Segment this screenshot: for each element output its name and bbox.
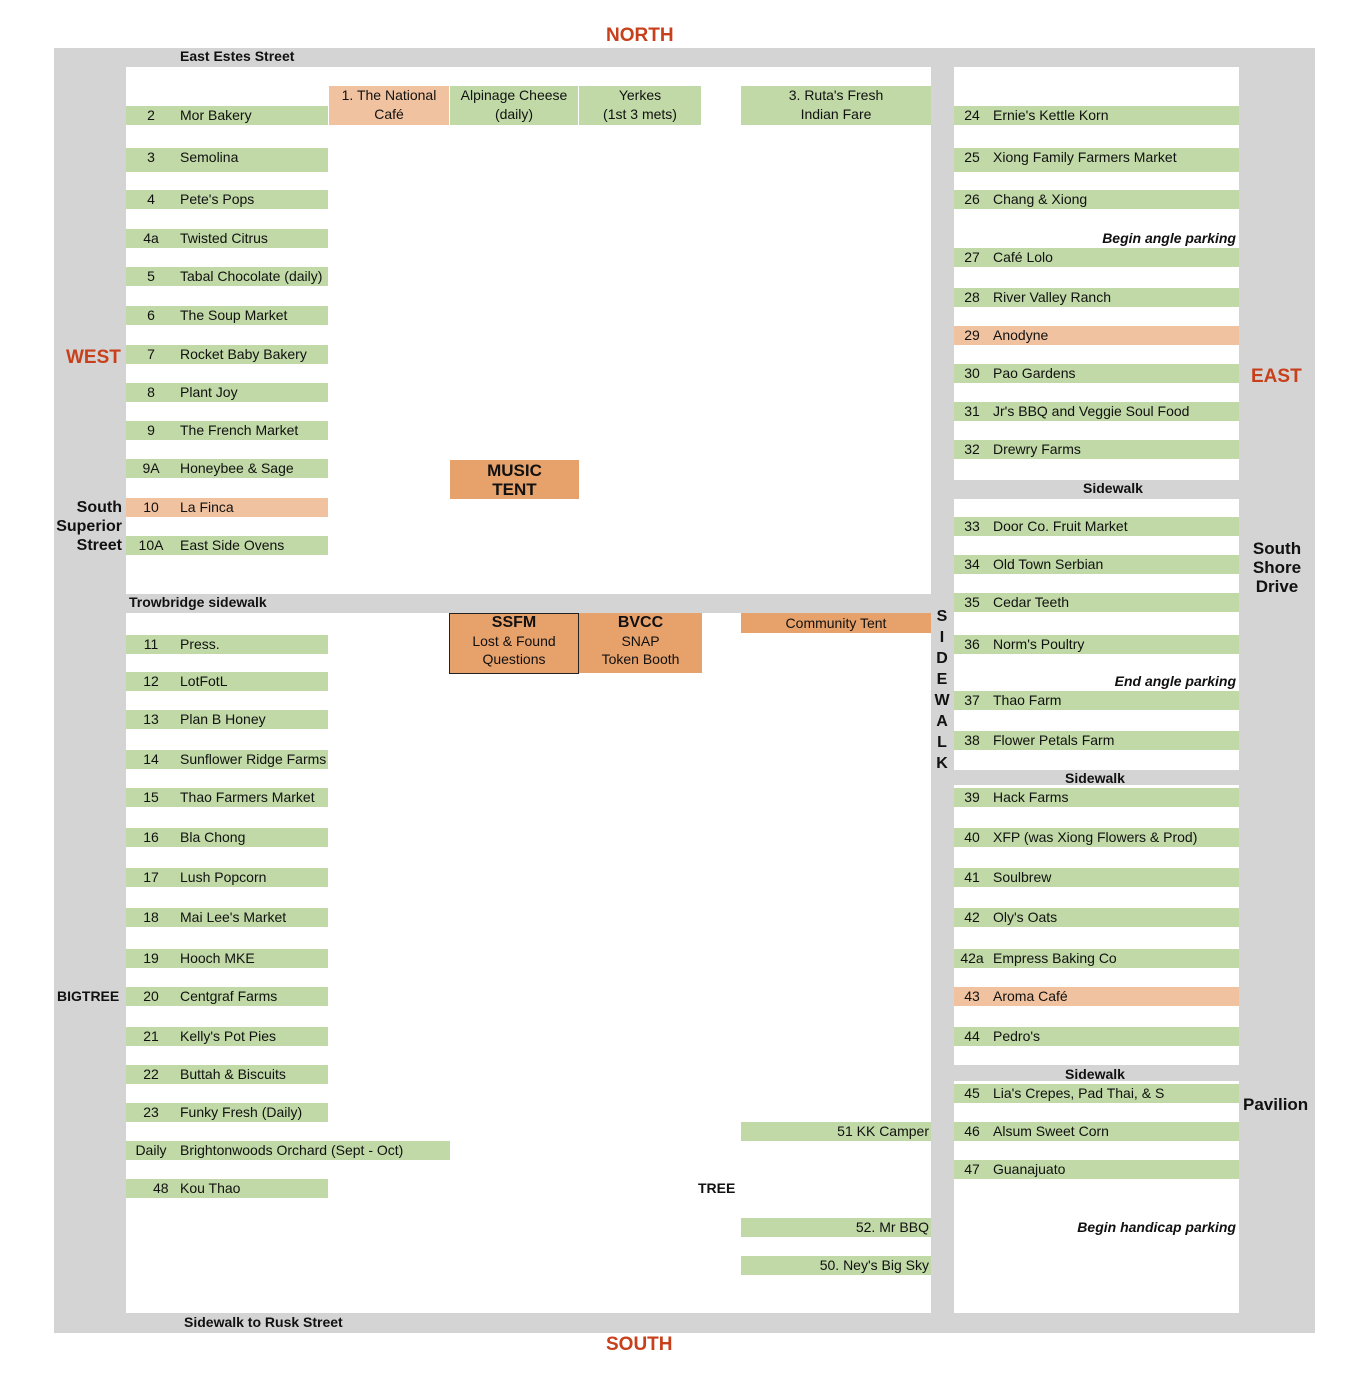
- stall: 45 Lia's Crepes, Pad Thai, & S: [954, 1084, 1239, 1103]
- stall: 36 Norm's Poultry: [954, 635, 1239, 654]
- pavilion-label: Pavilion: [1243, 1095, 1309, 1114]
- stall: 2 Mor Bakery: [126, 106, 328, 125]
- stall: 13 Plan B Honey: [126, 710, 328, 729]
- stall: 50. Ney's Big Sky: [741, 1256, 931, 1275]
- stall: 18 Mai Lee's Market: [126, 908, 328, 927]
- stall: 38 Flower Petals Farm: [954, 731, 1239, 750]
- stall: 9A Honeybee & Sage: [126, 459, 328, 478]
- stall: 21 Kelly's Pot Pies: [126, 1027, 328, 1046]
- stall: 23 Funky Fresh (Daily): [126, 1103, 328, 1122]
- stall: 43 Aroma Café: [954, 987, 1239, 1006]
- stall: 7 Rocket Baby Bakery: [126, 345, 328, 364]
- north-label: NORTH: [606, 25, 674, 46]
- stall: 14 Sunflower Ridge Farms: [126, 750, 328, 769]
- stall: 30 Pao Gardens: [954, 364, 1239, 383]
- stall: 32 Drewry Farms: [954, 440, 1239, 459]
- stall: 20 Centgraf Farms: [126, 987, 328, 1006]
- ssfm-tent: SSFM Lost & Found Questions: [449, 613, 579, 674]
- rusk-sidewalk-label: Sidewalk to Rusk Street: [184, 1314, 343, 1330]
- east-estes-street-label: East Estes Street: [180, 48, 295, 64]
- stall: 29 Anodyne: [954, 326, 1239, 345]
- stall: 37 Thao Farm: [954, 691, 1239, 710]
- tree-label: TREE: [698, 1180, 736, 1196]
- stall: 25 Xiong Family Farmers Market: [954, 148, 1239, 172]
- stall: 22 Buttah & Biscuits: [126, 1065, 328, 1084]
- stall: Daily Brightonwoods Orchard (Sept - Oct): [126, 1141, 450, 1160]
- stall: 51 KK Camper: [741, 1122, 931, 1141]
- south-label: SOUTH: [606, 1334, 673, 1355]
- stall: 33 Door Co. Fruit Market: [954, 517, 1239, 536]
- stall: 16 Bla Chong: [126, 828, 328, 847]
- stall: 40 XFP (was Xiong Flowers & Prod): [954, 828, 1239, 847]
- east-label: EAST: [1251, 366, 1302, 387]
- stall: 9 The French Market: [126, 421, 328, 440]
- stall: 6 The Soup Market: [126, 306, 328, 325]
- stall: 34 Old Town Serbian: [954, 555, 1239, 574]
- stall: 17 Lush Popcorn: [126, 868, 328, 887]
- stall: 42 Oly's Oats: [954, 908, 1239, 927]
- stall: 44 Pedro's: [954, 1027, 1239, 1046]
- bvcc-tent: BVCC SNAP Token Booth: [579, 613, 702, 673]
- stall: 24 Ernie's Kettle Korn: [954, 106, 1239, 125]
- west-label: WEST: [66, 347, 121, 368]
- stall: 35 Cedar Teeth: [954, 593, 1239, 612]
- stall: 19 Hooch MKE: [126, 949, 328, 968]
- stall: 48 Kou Thao: [126, 1179, 328, 1198]
- south-superior-street-label: South Superior Street: [56, 499, 122, 554]
- booth-national-cafe: 1. The National Café: [329, 86, 449, 125]
- stall: 46 Alsum Sweet Corn: [954, 1122, 1239, 1141]
- stall: 12 LotFotL: [126, 672, 328, 691]
- stall: 15 Thao Farmers Market: [126, 788, 328, 807]
- trowbridge-sidewalk-label: Trowbridge sidewalk: [129, 594, 267, 610]
- stall: 3 Semolina: [126, 148, 328, 172]
- end-angle-parking-note: End angle parking: [1114, 673, 1236, 689]
- booth-alpinage-cheese: Alpinage Cheese (daily): [450, 86, 578, 125]
- stall: 5 Tabal Chocolate (daily): [126, 267, 328, 286]
- stall: 52. Mr BBQ: [741, 1218, 931, 1237]
- south-shore-drive-label: South Shore Drive: [1252, 539, 1302, 596]
- stall: 47 Guanajuato: [954, 1160, 1239, 1179]
- stall: 26 Chang & Xiong: [954, 190, 1239, 209]
- market-block-east-south: [954, 1081, 1239, 1313]
- begin-angle-parking-note: Begin angle parking: [1102, 230, 1236, 246]
- booth-rutas-fresh: 3. Ruta's Fresh Indian Fare: [741, 86, 931, 125]
- stall: 4 Pete's Pops: [126, 190, 328, 209]
- booth-yerkes: Yerkes (1st 3 mets): [579, 86, 701, 125]
- bigtree-label: BIGTREE: [57, 988, 120, 1004]
- stall: 8 Plant Joy: [126, 383, 328, 402]
- community-tent: Community Tent: [741, 613, 931, 633]
- stall: 27 Café Lolo: [954, 248, 1239, 267]
- stall: 42a Empress Baking Co: [954, 949, 1239, 968]
- vertical-sidewalk-label: S I D E W A L K: [934, 608, 950, 772]
- sidewalk-label: Sidewalk: [1083, 480, 1143, 496]
- sidewalk-label: Sidewalk: [1065, 1066, 1125, 1082]
- stall: 41 Soulbrew: [954, 868, 1239, 887]
- stall: 31 Jr's BBQ and Veggie Soul Food: [954, 402, 1239, 421]
- stall: 11 Press.: [126, 635, 328, 654]
- stall: 4a Twisted Citrus: [126, 229, 328, 248]
- stall: 10A East Side Ovens: [126, 536, 328, 555]
- sidewalk-label: Sidewalk: [1065, 770, 1125, 786]
- music-tent: MUSIC TENT: [450, 460, 579, 499]
- stall: 28 River Valley Ranch: [954, 288, 1239, 307]
- begin-handicap-parking-note: Begin handicap parking: [1077, 1219, 1236, 1235]
- stall: 10 La Finca: [126, 498, 328, 517]
- stall: 39 Hack Farms: [954, 788, 1239, 807]
